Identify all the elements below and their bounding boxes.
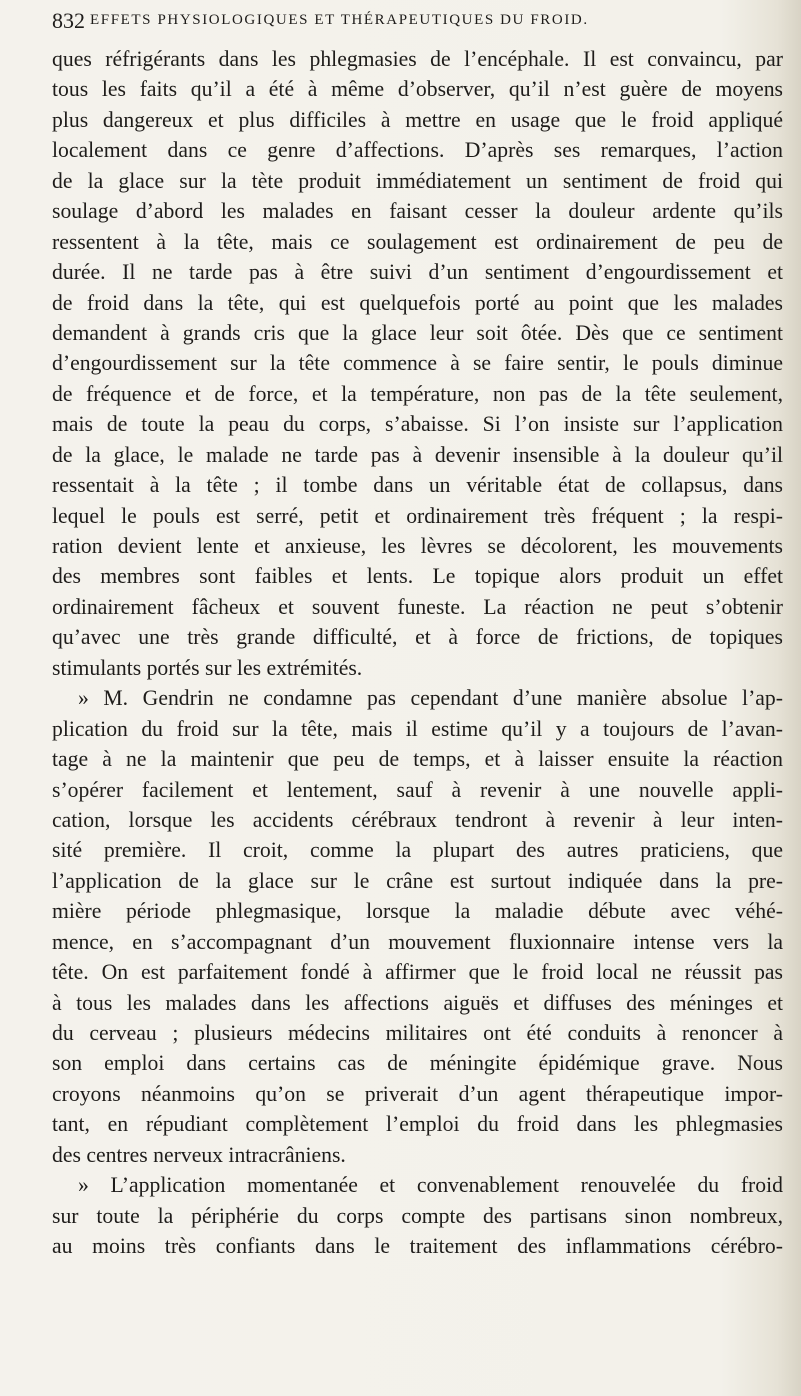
- text-line: » M. Gendrin ne condamne pas cependant d’une manière absolue l’ap-: [78, 686, 783, 711]
- text-line: » L’application momentanée et convenablement renouvelée du froid: [78, 1173, 783, 1198]
- text-line: de fréquence et de force, et la température, non pas de la tête seulement,: [52, 381, 783, 406]
- text-line: son emploi dans certains cas de méningite épidémique grave. Nous: [52, 1051, 783, 1076]
- text-line: cation, lorsque les accidents cérébraux tendront à revenir à leur inten-: [52, 807, 783, 832]
- text-line: plication du froid sur la tête, mais il estime qu’il y a toujours de l’avan-: [52, 716, 783, 741]
- text-line: localement dans ce genre d’affections. D’après ses remarques, l’action: [52, 138, 783, 163]
- text-line: ration devient lente et anxieuse, les lèvres se décolorent, les mouvements: [52, 534, 783, 558]
- text-line: de la glace, le malade ne tarde pas à devenir insensible à la douleur qu’il: [52, 442, 783, 467]
- text-line: des centres nerveux intracrâniens.: [52, 1142, 346, 1167]
- text-line: demandent à grands cris que la glace leur soit ôtée. Dès que ce sentiment: [52, 320, 783, 345]
- text-line: stimulants portés sur les extrémités.: [52, 655, 363, 680]
- text-line: croyons néanmoins qu’on se priverait d’un agent thérapeutique impor-: [52, 1081, 783, 1106]
- running-head: [52, 4, 787, 36]
- text-line: durée. Il ne tarde pas à être suivi d’un sentiment d’engourdissement et: [52, 260, 783, 285]
- text-line: de la glace sur la tète produit immédiatement un sentiment de froid qui: [52, 168, 783, 193]
- text-line: des membres sont faibles et lents. Le topique alors produit un effet: [52, 564, 783, 589]
- text-line: sur toute la périphérie du corps compte des partisans sinon nombreux,: [52, 1203, 783, 1228]
- text-line: tant, en répudiant complètement l’emploi du froid dans les phlegmasies: [52, 1112, 783, 1137]
- text-line: sité première. Il croit, comme la plupart des autres praticiens, que: [52, 838, 783, 863]
- text-line: d’engourdissement sur la tête commence à se faire sentir, le pouls diminue: [52, 351, 783, 376]
- text-line: du cerveau ; plusieurs médecins militaires ont été conduits à renoncer à: [52, 1021, 783, 1045]
- text-line: ressentait à la tête ; il tombe dans un véritable état de collapsus, dans: [52, 473, 783, 498]
- text-line: l’application de la glace sur le crâne est surtout indiquée dans la pre-: [52, 868, 783, 893]
- text-line: de froid dans la tête, qui est quelquefois porté au point que les malades: [52, 290, 783, 315]
- text-line: qu’avec une très grande difficulté, et à force de frictions, de topiques: [52, 625, 783, 650]
- text-line: mière période phlegmasique, lorsque la maladie débute avec véhé-: [52, 899, 783, 924]
- text-line: ressentent à la tête, mais ce soulagement est ordinairement de peu de: [52, 229, 783, 254]
- text-line: s’opérer facilement et lentement, sauf à revenir à une nouvelle appli-: [52, 777, 783, 802]
- text-line: mence, en s’accompagnant d’un mouvement fluxionnaire intense vers la: [52, 929, 783, 954]
- text-line: tage à ne la maintenir que peu de temps, et à laisser ensuite la réaction: [52, 747, 783, 772]
- text-line: plus dangereux et plus difficiles à mettre en usage que le froid appliqué: [52, 107, 783, 132]
- text-line: au moins très confiants dans le traitement des inflammations cérébro-: [52, 1234, 783, 1259]
- text-line: mais de toute la peau du corps, s’abaisse. Si l’on insiste sur l’application: [52, 412, 783, 437]
- text-line: soulage d’abord les malades en faisant cesser la douleur ardente qu’ils: [52, 199, 783, 224]
- body-text: [52, 44, 783, 1262]
- text-line: ordinairement fâcheux et souvent funeste. La réaction ne peut s’obtenir: [52, 594, 783, 619]
- running-head-title: EFFETS PHYSIOLOGIQUES ET THÉRAPEUTIQUES DU FROID.: [90, 12, 589, 28]
- text-line: tête. On est parfaitement fondé à affirmer que le froid local ne réussit pas: [52, 960, 783, 985]
- page-number: 832: [52, 8, 85, 33]
- text-line: lequel le pouls est serré, petit et ordinairement très fréquent ; la respi-: [52, 503, 783, 528]
- text-line: à tous les malades dans les affections aiguës et diffuses des méninges et: [52, 990, 783, 1015]
- text-line: tous les faits qu’il a été à même d’observer, qu’il n’est guère de moyens: [52, 77, 783, 102]
- text-line: ques réfrigérants dans les phlegmasies de l’encéphale. Il est convaincu, par: [52, 47, 783, 71]
